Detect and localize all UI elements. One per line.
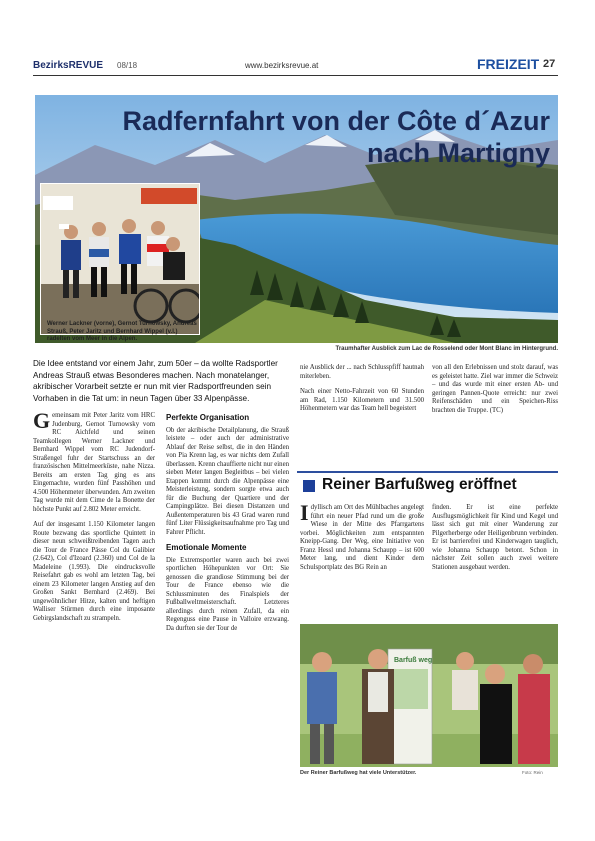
article-headline: Radfernfahrt von der Côte d´Azur nach Martigny <box>122 106 550 168</box>
body-paragraph: Nach einer Netto-Fahrzeit von 60 Stunden am Rad, 1.150 Kilometern und 31.500 Höhenmetern war das Team hell begeistert <box>300 388 424 412</box>
subheading: Emotionale Momente <box>166 543 247 552</box>
inset-photo-caption: Werner Lackner (vorne), Gernot Turnowsky, Andreas Strauß, Peter Jaritz und Bernhard Wippel (v.l.) radelten vom Meer in die Alpen. <box>47 321 197 342</box>
drop-cap: I <box>300 500 309 525</box>
barfussweg-photo <box>300 624 558 767</box>
hero-photo <box>35 95 558 343</box>
subheading: Perfekte Organisation <box>166 413 250 422</box>
article-column-1 <box>33 408 155 630</box>
body-paragraph: finden. Er ist eine perfekte Ausflugsmöglichkeit für Kind und Kegel und lässt sich gut mit einer Wanderung zur Pilgerherberge oder Heiligenbrunn verbinden. Er ist barrierefrei und Kinderwagen tauglich, wie Johanna Schaupp betont. Schon in nächster Zeit sollen auch zwei weitere Stationen ausgebaut werden. <box>432 504 558 571</box>
page-number: 27 <box>543 58 556 70</box>
article-column-4 <box>432 364 558 422</box>
body-paragraph: emeinsam mit Peter Jaritz vom HRC Judenburg, Gernot Turnowsky vom RC Aichfeld und seinen Teamkollegen Werner Lackner und Bernhard Wippel vom RC Judendorf-Straßengel fuhr der Startschuss an der französischen Mittelmeerküste, nahe Nizza. Bereits am ersten Tag ging es ans Eingemachte, wurden fünf Passhöhen und 4.500 Höhenmeter überwunden. Am zweiten Tag wurde mit dem Cime de la Bonette der höchste Punkt auf 2.802 Meter erreicht. <box>33 412 155 513</box>
body-paragraph: dyllisch am Ort des Mühlbaches angelegt führt ein neuer Pfad rund um die große Wiese in der Mitte des Pfarrgartens vorbei. Möglichkeiten zum entspannten Kneipp-Gang. Der Weg, eine Initiative von Franz Hessl und Johanna Schaupp – ist 600 Meter lang, und dient Kinder dem Schulsportplatz des BG Rein an <box>300 504 424 571</box>
article2-column-right <box>432 504 558 579</box>
cyclists-illustration <box>41 184 199 334</box>
body-paragraph: Ob der akribische Detailplanung, die Strauß leistete – oder auch der administrative Ablauf der Reise selbst, die in den Händen von Pia Krenn lag, es war nichts dem Zufall überlassen. Krenn chauffierte nicht nur einen sieben Meter langen Begleitbus – bei vielen Etappen kommt durch die Alpenpässe eine Meisterleistung, sondern sorgte etwa auch für die Buchung der Quartiere und der Campingplätze. Bei diesen Distanzen und Außentemperaturen bis 43 Grad waren rund fünf Liter Flüssigkeitsaufnahme pro Tag und Fahrer Pflicht. <box>166 426 289 536</box>
article-column-3 <box>300 364 424 421</box>
masthead-brand: BezirksREVUE <box>33 60 104 71</box>
sign-text: Barfuß weg <box>394 657 433 664</box>
site-url[interactable]: www.bezirksrevue.at <box>245 61 319 70</box>
section-divider <box>297 471 558 473</box>
photo-credit: Foto: Rein <box>522 770 543 775</box>
body-paragraph: Auf der insgesamt 1.150 Kilometer langen Route bezwang das sportliche Quintett in dieser neun schweißtreibenden Tagen auch die Tour de France Pässe Col du Galibier (2.642), Col d'Izoard (2.360) und Col de la Madeleine (1.993). Die eindrucksvolle Reisefahrt gab es wohl am letzten Tag, bei einem 23 Kilometer langen Anstieg auf den Großen Sankt Bernhard (2.469). Bei ungewöhnlicher Hitze, kalten und heftigen Walliser Stürmen durch eine imposante Gebirgslandschaft zu strampeln. <box>33 521 155 622</box>
body-paragraph: von all den Erlebnissen und stolz darauf, was es geleistet hatte. Ziel war immer die Schweiz – und das wurde mit einer ersten Ab- und geringen Pannen-Quote erreicht: nur zwei Reifenschäden und ein Speichen-Riss brachten die Truppe. (TC) <box>432 364 558 414</box>
body-paragraph: Die Extremsportler waren auch bei zwei sportlichen Höhepunkten vor Ort: Sie genossen die grandiose Stimmung bei der Tour de France ebenso wie die Schlussminuten des Finalspiels der Fußballweltmeisterschaft. Letzteres allerdings durch reinen Zufall, da ein Regenguss eine Pause in Valloire erzwang. Da durften sie der Tour de <box>166 556 289 632</box>
photo2-caption: Der Reiner Barfußweg hat viele Unterstützer. <box>300 770 417 776</box>
body-paragraph: nie Ausblick der ... nach Schlusspfiff hautnah miterleben. <box>300 364 424 380</box>
section-label: FREIZEIT <box>477 56 540 72</box>
hero-photo-caption: Traumhafter Ausblick zum Lac de Rosselend oder Mont Blanc im Hintergrund. <box>335 346 558 352</box>
article-column-2 <box>166 412 289 640</box>
article2-column-left <box>300 500 424 579</box>
blue-square-icon <box>303 480 315 492</box>
group-photo-illustration <box>300 624 558 767</box>
header-divider <box>33 75 558 76</box>
issue-date: 08/18 <box>117 61 138 70</box>
article-lead: Die Idee entstand vor einem Jahr, zum 50er – da wollte Radsportler Andreas Strauß etwas Besonderes machen. Nach monatelanger, akribischer Vorarbeit setzte er nun mit vier Radsportfreunden sein Vorhaben in die Tat um: in neun Tagen über 33 Alpenpässe. <box>33 359 278 403</box>
article2-headline: Reiner Barfußweg eröffnet <box>322 476 517 493</box>
cyclists-inset-photo <box>40 183 200 335</box>
drop-cap: G <box>33 408 51 433</box>
